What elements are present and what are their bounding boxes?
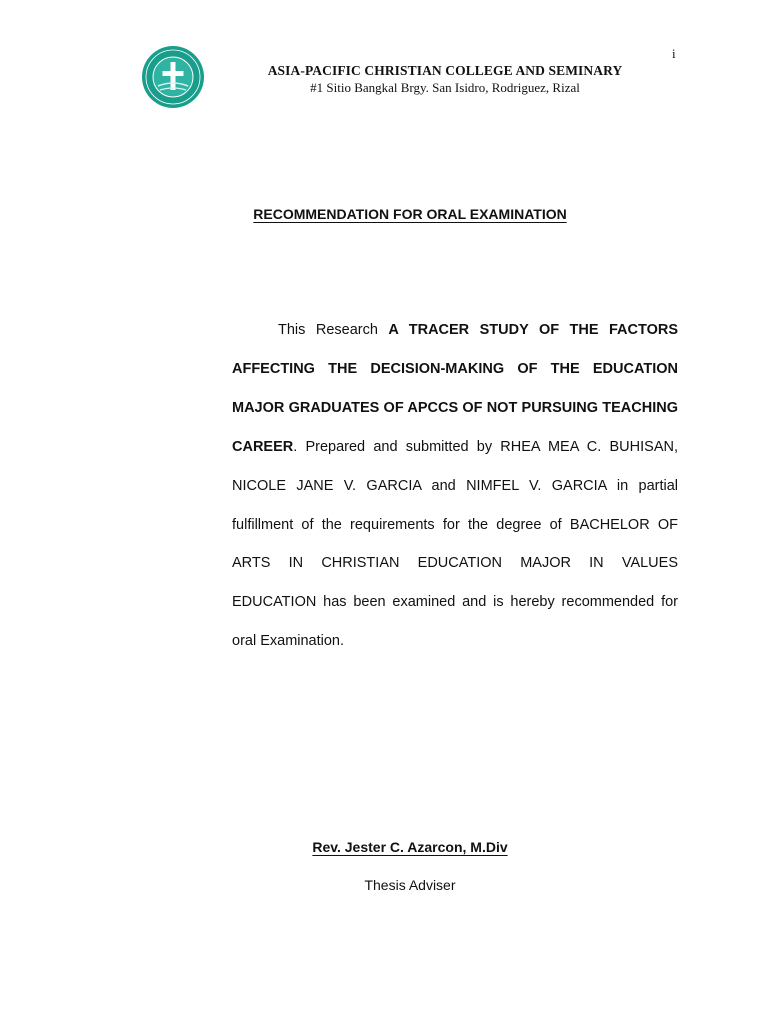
signatory-role: Thesis Adviser: [364, 877, 456, 893]
paragraph-intro: This Research: [278, 322, 389, 338]
letterhead: [230, 62, 660, 96]
signatory-name: Rev. Jester C. Azarcon, M.Div: [312, 839, 508, 855]
document-title: RECOMMENDATION FOR ORAL EXAMINATION: [253, 206, 567, 222]
page-number: i: [672, 46, 676, 61]
college-seal-icon: [140, 44, 206, 110]
college-name: ASIA-PACIFIC CHRISTIAN COLLEGE AND SEMINARY: [267, 63, 623, 78]
paragraph-remainder: . Prepared and submitted by RHEA MEA C. BUHISAN, NICOLE JANE V. GARCIA and NIMFEL V. GARCIA in partial fulfillment of the requirements for the degree of BACHELOR OF ARTS IN CHRISTIAN EDUCATION MAJOR IN VALUES EDUCATION has been examined and is hereby recommended for oral Examination.: [232, 438, 678, 650]
study-title: A TRACER STUDY OF THE FACTORS AFFECTING THE DECISION-MAKING OF THE EDUCATION MAJOR GRADUATES OF APCCS OF NOT PURSUING TEACHING CAREER: [232, 322, 678, 455]
recommendation-paragraph: [232, 311, 678, 661]
signature-block: [232, 838, 588, 894]
college-address: #1 Sitio Bangkal Brgy. San Isidro, Rodriguez, Rizal: [310, 80, 580, 95]
